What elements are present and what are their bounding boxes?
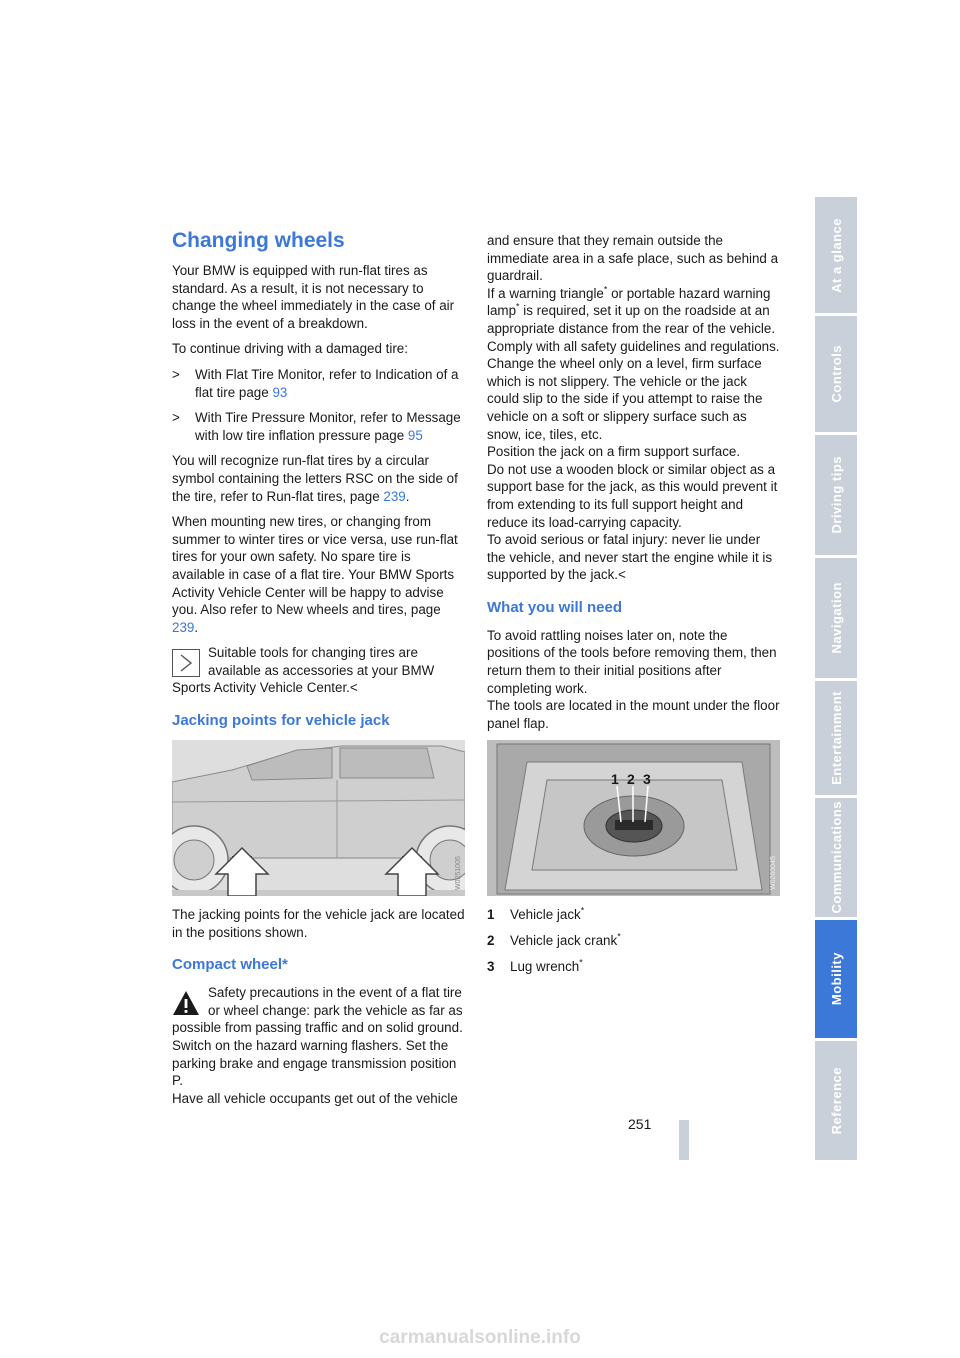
period: . — [405, 488, 410, 504]
jacking-heading: Jacking points for vehicle jack — [172, 712, 390, 730]
level-surface-paragraph: Change the wheel only on a level, firm surface which is not slippery. The vehicle or the jack could slip to the side if you attempt to raise the vehicle on a soft or slippery surface such as snow, ice, tiles, etc. — [487, 356, 763, 442]
list-label: Vehicle jack — [510, 907, 581, 923]
intro-paragraph: Your BMW is equipped with run-flat tires as standard. As a result, it is not necessary to change the wheel immediately in the case of air loss in the event of a breakdown. — [172, 263, 455, 331]
page-number-bar — [679, 1120, 689, 1160]
note-text: Suitable tools for changing tires are available as accessories at your BMW Sports Activity Vehicle Center. — [172, 645, 435, 696]
tab-at-a-glance[interactable] — [815, 197, 857, 313]
wooden-block-paragraph: Do not use a wooden block or similar object as a support base for the jack, as this would prevent it from extending to its full support height and reduce its load-carrying capacity. — [487, 461, 778, 530]
optional-star: * — [579, 957, 583, 968]
warning-text-continued: Have all vehicle occupants get out of the vehicle — [172, 1090, 458, 1106]
compact-wheel-heading: Compact wheel* — [172, 956, 288, 974]
tools-image — [487, 740, 780, 896]
end-mark: < — [618, 567, 626, 583]
injury-text: To avoid serious or fatal injury: never lie under the vehicle, and never start the engine while it is supported by the jack. — [487, 532, 773, 583]
callout-3: 3 — [643, 771, 651, 788]
optional-star: * — [603, 284, 608, 295]
image-code: W0251005 — [455, 856, 462, 891]
tab-driving-tips[interactable] — [815, 435, 857, 555]
tab-label: Driving tips — [828, 456, 844, 534]
warning-continuation: and ensure that they remain outside the immediate area in a safe place, such as behind a guardrail. — [487, 233, 779, 284]
bullet-tire-pressure-monitor — [172, 409, 465, 444]
right-column — [487, 232, 780, 983]
jacking-points-image — [172, 740, 465, 896]
tab-label: Reference — [828, 1066, 844, 1135]
tab-navigation[interactable] — [815, 558, 857, 678]
left-column — [172, 228, 465, 1115]
page-link-93[interactable]: 93 — [272, 384, 288, 400]
triangle-text-b: or portable hazard warning lamp — [487, 285, 771, 319]
tab-label: Mobility — [828, 952, 844, 1006]
bullet-marker: > — [172, 366, 180, 382]
tools-location-paragraph: The tools are located in the mount under the floor panel flap. — [487, 698, 780, 731]
tab-label: Entertainment — [828, 691, 844, 785]
warning-note — [172, 984, 465, 1107]
tab-label: Communications — [828, 801, 844, 914]
rsc-paragraph — [172, 452, 465, 505]
tab-label: Navigation — [828, 582, 844, 654]
warning-icon — [172, 989, 200, 1017]
tab-controls[interactable] — [815, 316, 857, 432]
list-number: 1 — [487, 907, 495, 923]
continue-paragraph: To continue driving with a damaged tire: — [172, 341, 408, 357]
bullet-flat-tire-monitor — [172, 366, 465, 401]
bullet-marker: > — [172, 410, 180, 426]
list-label: Vehicle jack crank — [510, 933, 618, 949]
page-link-239-b[interactable]: 239 — [172, 619, 195, 635]
warning-text: Safety precautions in the event of a flat tire or wheel change: park the vehicle as far as possible from passing traffic and on solid ground. Switch on the hazard warning flashers. Set the parking brake and engage transmission position P. — [172, 985, 463, 1089]
page-number: 251 — [628, 1116, 652, 1132]
tab-entertainment[interactable] — [815, 681, 857, 795]
rattle-paragraph: To avoid rattling noises later on, note the positions of the tools before removing them, then return them to their initial positions after completing work. — [487, 627, 777, 696]
tab-mobility[interactable] — [815, 920, 857, 1038]
optional-star: * — [580, 905, 585, 916]
bullet-text: With Flat Tire Monitor, refer to Indication of a flat tire page — [195, 366, 459, 400]
what-you-need-heading: What you will need — [487, 598, 623, 616]
mounting-text: When mounting new tires, or changing from summer to winter tires or vice versa, use run-flat tires for your own safety. No spare tire is available in case of a flat tire. Your BMW Sports Activity Vehicle Center will be happy to advise you. Also refer to New wheels and tires, page — [172, 514, 458, 618]
list-item — [487, 932, 780, 950]
page-link-239[interactable]: 239 — [383, 488, 406, 504]
tab-communications[interactable] — [815, 798, 857, 917]
callout-2: 2 — [627, 771, 635, 788]
note-icon — [172, 649, 200, 677]
section-sidebar — [815, 197, 857, 1160]
position-jack-paragraph: Position the jack on a firm support surface. — [487, 444, 741, 460]
page-title: Changing wheels — [172, 229, 345, 252]
bullet-text: With Tire Pressure Monitor, refer to Message with low tire inflation pressure page — [195, 410, 461, 443]
tab-label: Controls — [828, 345, 844, 403]
injury-paragraph — [487, 531, 780, 584]
rsc-text: You will recognize run-flat tires by a circular symbol containing the letters RSC on the side of the tire, refer to Run-flat tires, page — [172, 453, 458, 504]
tab-reference[interactable] — [815, 1041, 857, 1160]
tab-label: At a glance — [828, 217, 844, 293]
callout-1: 1 — [611, 771, 619, 788]
jacking-caption: The jacking points for the vehicle jack are located in the positions shown. — [172, 907, 465, 940]
list-item — [487, 906, 780, 924]
watermark: carmanualsonline.info — [379, 1327, 581, 1348]
end-mark: < — [349, 680, 358, 696]
list-label: Lug wrench — [510, 958, 580, 974]
list-number: 2 — [487, 933, 495, 949]
optional-star: * — [617, 931, 621, 942]
note-tools — [172, 644, 465, 697]
optional-star: * — [516, 301, 520, 312]
list-number: 3 — [487, 958, 495, 974]
page-link-95[interactable]: 95 — [407, 427, 423, 443]
period: . — [194, 619, 199, 635]
mounting-paragraph — [172, 513, 465, 636]
image-code: W0260045 — [770, 856, 777, 891]
list-item — [487, 958, 780, 976]
tools-list — [487, 906, 780, 975]
triangle-text-c: is required, set it up on the roadside at an appropriate distance from the rear of the vehicle. Comply with all safety guidelines and regulations. — [487, 303, 780, 354]
triangle-paragraph — [487, 285, 780, 355]
triangle-text-a: If a warning triangle — [487, 285, 604, 301]
